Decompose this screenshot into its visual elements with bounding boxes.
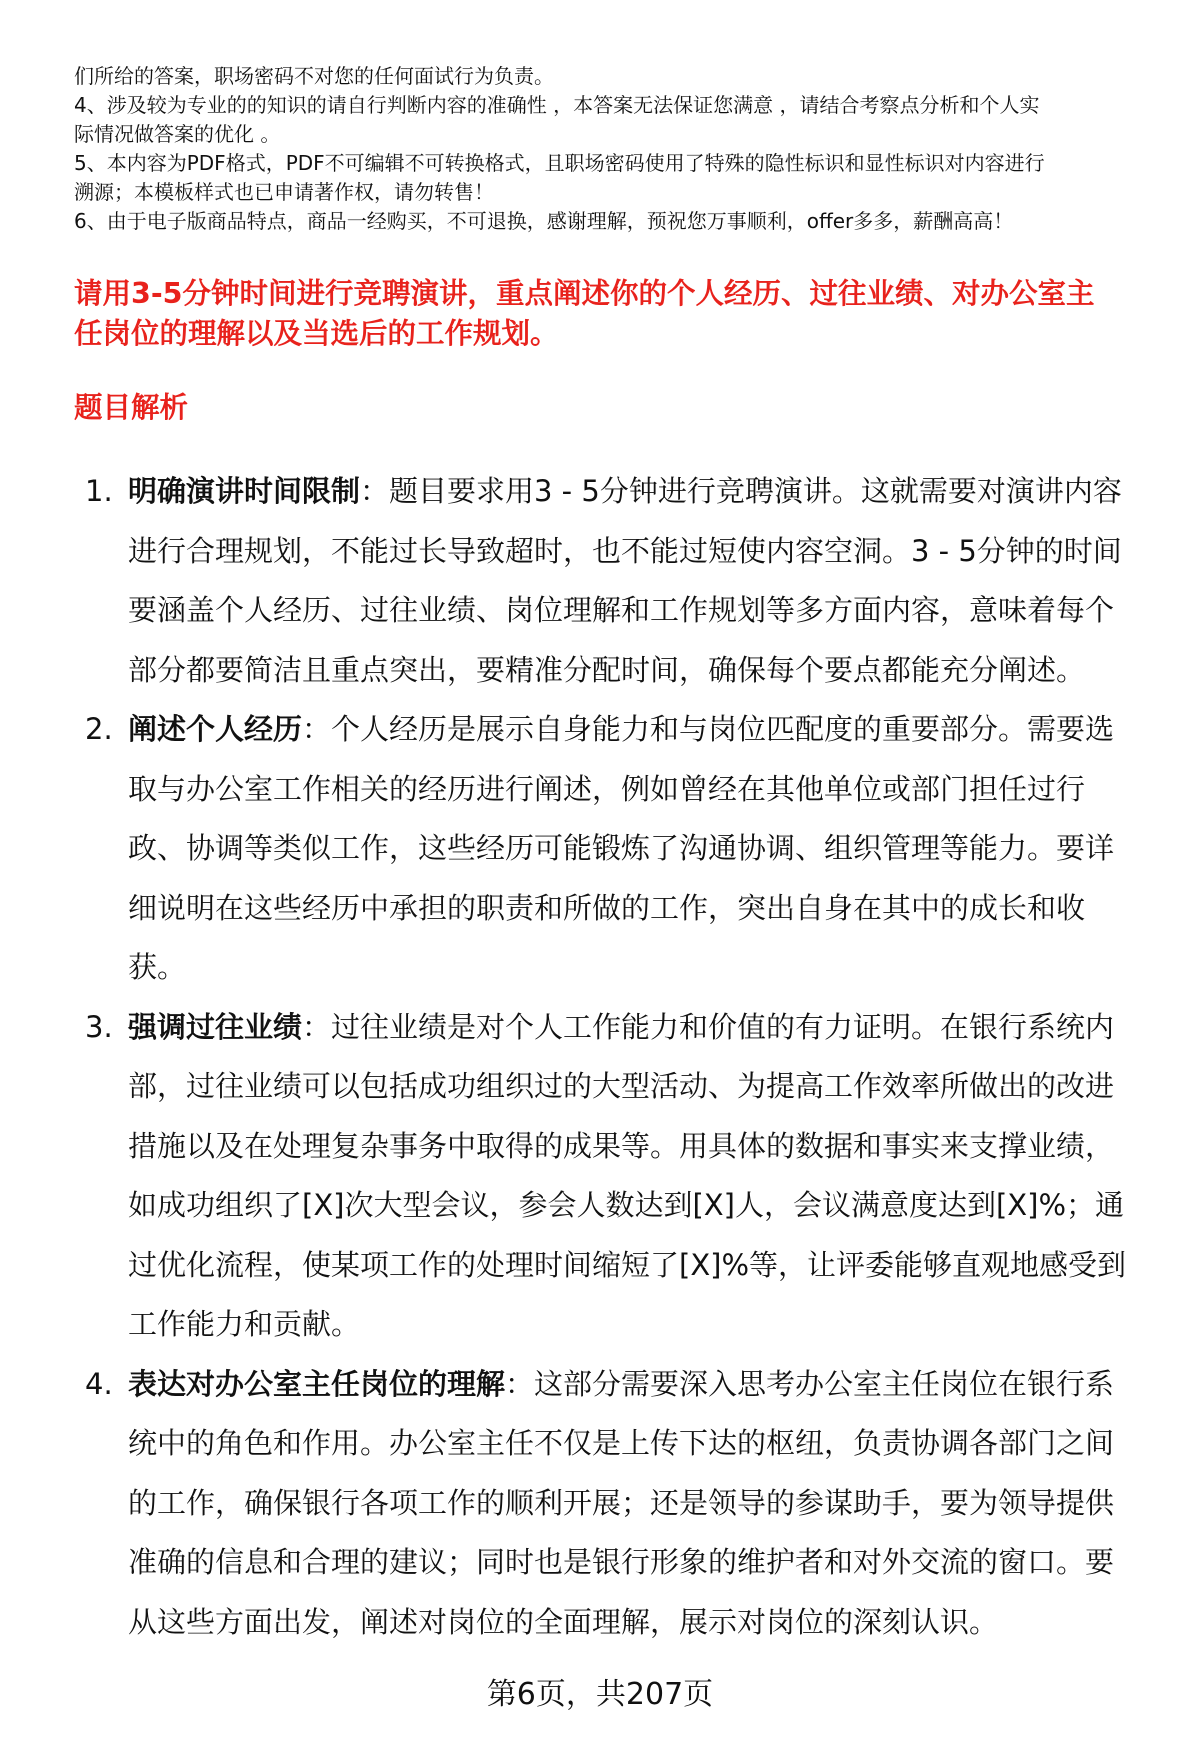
item-first-text: ：这部分需要深入思考办公室主任岗位在银行系	[505, 1366, 1115, 1401]
notice-line: 们所给的答案，职场密码不对您的任何面试行为负责。	[74, 64, 554, 88]
list-item	[0, 1355, 1200, 1653]
item-line: 准确的信息和合理的建议；同时也是银行形象的维护者和对外交流的窗口。要	[128, 1545, 1115, 1579]
question-line: 请用3-5分钟时间进行竞聘演讲，重点阐述你的个人经历、过往业绩、对办公室主	[74, 277, 1095, 310]
item-line: 部，过往业绩可以包括成功组织过的大型活动、为提高工作效率所做出的改进	[128, 1069, 1115, 1103]
item-body	[128, 998, 1200, 1355]
list-item	[0, 700, 1200, 998]
item-line: 获。	[128, 950, 187, 984]
item-line: 如成功组织了[X]次大型会议，参会人数达到[X]人，会议满意度达到[X]%；通	[128, 1188, 1125, 1222]
list-item	[0, 462, 1200, 700]
item-first-line	[128, 462, 1200, 522]
item-number: 2.	[85, 712, 113, 746]
interview-question	[74, 274, 1154, 354]
item-line: 取与办公室工作相关的经历进行阐述，例如曾经在其他单位或部门担任过行	[128, 771, 1086, 806]
notice-line: 4、涉及较为专业的的知识的请自行判断内容的准确性 ，本答案无法保证您满意 ，请结合考察点分析和个人实	[74, 93, 1040, 117]
item-title: 表达对办公室主任岗位的理解	[128, 1366, 506, 1401]
item-first-text: ：题目要求用3 - 5分钟进行竞聘演讲。这就需要对演讲内容	[360, 474, 1122, 508]
item-line: 进行合理规划，不能过长导致超时，也不能过短使内容空洞。3 - 5分钟的时间	[128, 533, 1122, 568]
item-line: 从这些方面出发，阐述对岗位的全面理解，展示对岗位的深刻认识。	[128, 1604, 999, 1639]
page-number: 第6页，共207页	[486, 1677, 714, 1712]
item-title: 阐述个人经历	[128, 712, 303, 746]
notice-line: 5、本内容为PDF格式，PDF不可编辑不可转换格式，且职场密码使用了特殊的隐性标识和显性标识对内容进行	[74, 151, 1045, 175]
item-line: 要涵盖个人经历、过往业绩、岗位理解和工作规划等多方面内容，意味着每个	[128, 593, 1115, 627]
notice-block	[74, 62, 1164, 236]
item-line: 过优化流程，使某项工作的处理时间缩短了[X]%等，让评委能够直观地感受到	[128, 1247, 1127, 1282]
item-line: 统中的角色和作用。办公室主任不仅是上传下达的枢纽，负责协调各部门之间	[128, 1426, 1115, 1460]
item-line: 的工作，确保银行各项工作的顺利开展；还是领导的参谋助手，要为领导提供	[128, 1485, 1115, 1520]
item-first-text: ：过往业绩是对个人工作能力和价值的有力证明。在银行系统内	[302, 1009, 1115, 1044]
notice-line: 溯源；本模板样式也已申请著作权，请勿转售！	[74, 180, 494, 204]
item-line: 政、协调等类似工作，这些经历可能锻炼了沟通协调、组织管理等能力。要详	[128, 831, 1115, 865]
item-body	[128, 462, 1200, 700]
question-line: 任岗位的理解以及当选后的工作规划。	[74, 317, 559, 350]
section-title: 题目解析	[74, 391, 189, 424]
notice-line: 际情况做答案的优化 。	[74, 122, 281, 146]
item-line: 措施以及在处理复杂事务中取得的成果等。用具体的数据和事实来支撑业绩，	[128, 1128, 1115, 1163]
list-item	[0, 998, 1200, 1355]
item-line: 细说明在这些经历中承担的职责和所做的工作，突出自身在其中的成长和收	[128, 890, 1086, 925]
item-first-line	[128, 700, 1200, 760]
item-body	[128, 700, 1200, 998]
item-title: 强调过往业绩	[128, 1009, 303, 1044]
item-first-line	[128, 1355, 1200, 1415]
item-body	[128, 1355, 1200, 1653]
notice-line: 6、由于电子版商品特点，商品一经购买，不可退换，感谢理解，预祝您万事顺利，offer多多，薪酬高高！	[74, 209, 1014, 233]
item-number: 3.	[85, 1009, 113, 1044]
analysis-list	[0, 462, 1200, 1652]
item-line: 工作能力和贡献。	[128, 1307, 361, 1341]
item-number: 1.	[85, 474, 113, 508]
item-title: 明确演讲时间限制	[128, 474, 361, 508]
item-first-line	[128, 998, 1200, 1058]
item-number: 4.	[85, 1366, 113, 1401]
item-line: 部分都要简洁且重点突出，要精准分配时间，确保每个要点都能充分阐述。	[128, 652, 1086, 687]
item-first-text: ：个人经历是展示自身能力和与岗位匹配度的重要部分。需要选	[302, 712, 1115, 746]
